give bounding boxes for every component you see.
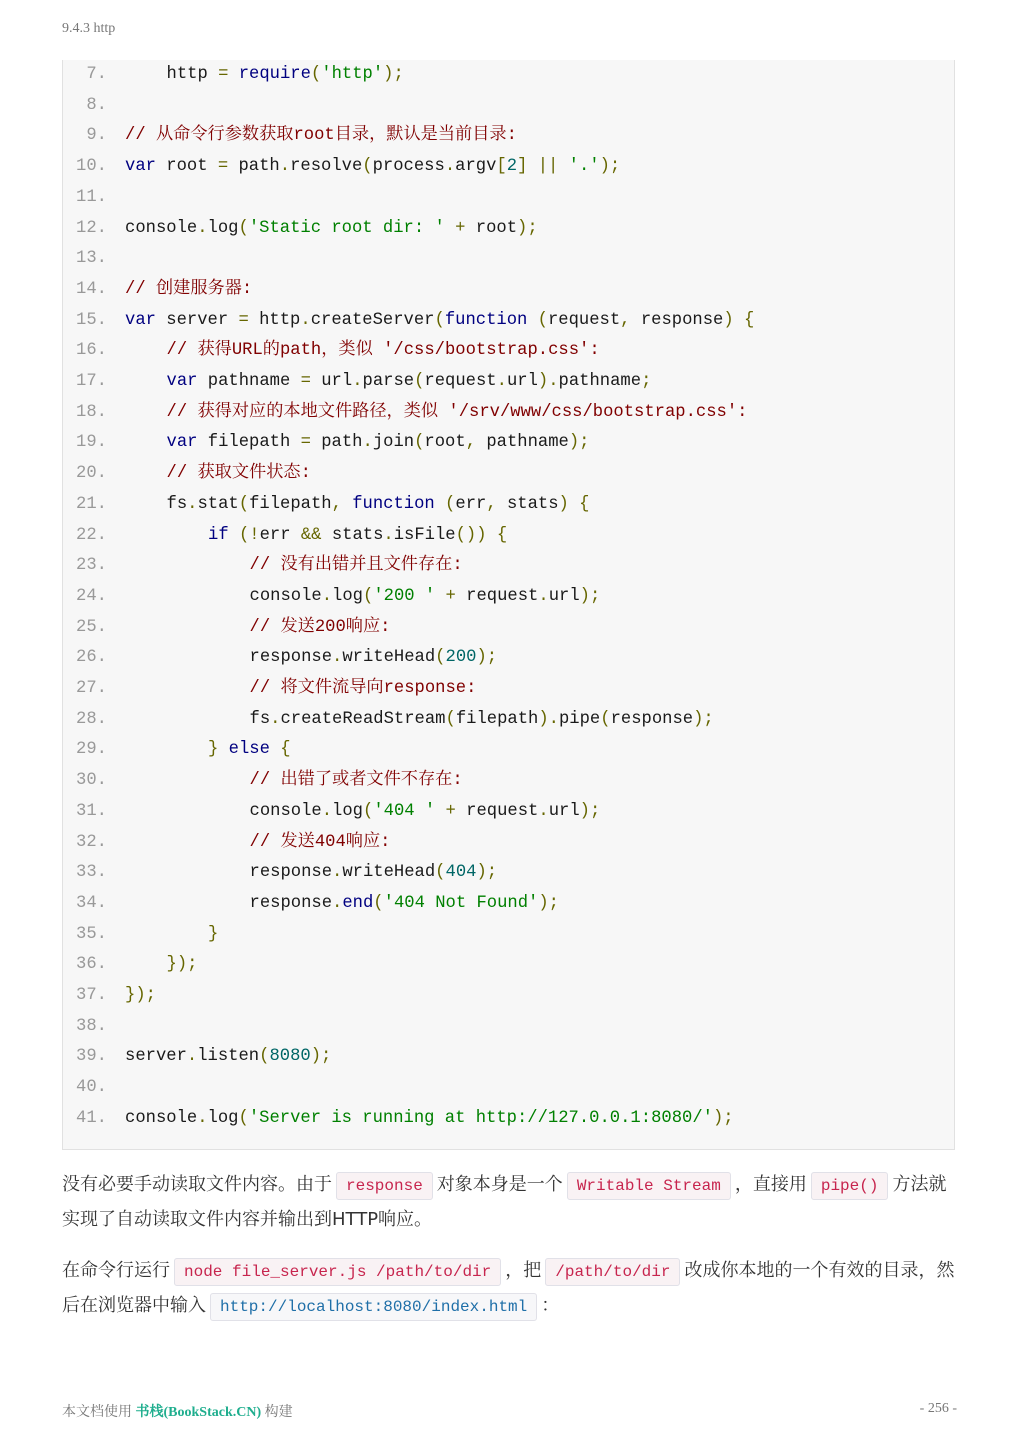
code-token: = [217,157,239,177]
code-text [167,950,198,980]
code-token: ( [434,310,445,330]
code-token: , [620,310,641,330]
code-token: // 创建服务器: [125,279,253,299]
code-line [63,121,954,151]
code-token: response [249,863,333,883]
code-text [250,858,498,888]
code-token: , [465,433,487,453]
code-line [63,797,954,827]
code-token: var [125,157,167,177]
line-number: 34. [76,893,107,913]
line-number: 7. [86,65,107,84]
code-line [63,428,954,458]
code-token: . [332,893,343,913]
code-token: writeHead [342,863,436,883]
code-token: ( [445,494,456,514]
line-number: 12. [76,218,107,238]
code-token: ()) { [455,525,508,545]
code-line [63,674,954,704]
line-number: 24. [76,586,107,606]
code-token: && [300,525,332,545]
code-token: ); [693,709,714,729]
code-token: . [279,157,291,177]
code-line [63,551,954,581]
code-token: (! [238,525,260,545]
code-token: function [352,494,446,514]
line-number: 39. [76,1047,107,1067]
code-token: = [218,65,239,84]
code-token: ] || [517,157,569,177]
code-token: console [249,801,322,821]
code-token: // 获得URL的path，类似 '/css/bootstrap.css': [166,341,600,361]
code-text [208,735,291,765]
code-token: }); [166,955,198,975]
code-token: stats [331,525,384,545]
code-token: ( [238,494,250,514]
code-text [167,428,590,458]
code-text [167,490,590,520]
code-line [63,613,954,643]
code-token: ( [238,1108,249,1128]
code-token: pathname [558,372,642,391]
code-token: ); [538,893,559,913]
line-number: 10. [76,157,107,177]
code-block [62,60,955,1150]
code-token: 'http' [321,65,384,84]
code-token: ( [238,218,249,238]
inline-code-response: response [336,1172,433,1200]
code-token: response [249,893,333,913]
code-token: // 获取文件状态: [166,464,311,484]
code-line [63,1012,954,1042]
code-token: isFile [393,525,456,545]
code-token: { [280,740,291,760]
para2-text-2: ，把 [505,1260,542,1281]
code-token: . [187,494,198,514]
code-token: request [466,586,539,606]
footer-suffix: 构建 [264,1405,293,1420]
code-text [125,1104,734,1134]
code-token: ); [568,433,590,453]
code-token: // 从命令行参数获取root目录，默认是当前目录: [125,126,517,146]
page-number: - 256 - [919,1401,957,1416]
code-token: ( [414,372,425,391]
code-token: response [610,709,694,729]
code-token: fs [166,494,188,514]
code-token: ). [538,709,559,729]
code-text [250,889,559,919]
code-token: ); [599,157,621,177]
code-token: var [125,310,167,330]
code-text [125,981,156,1011]
line-number: 37. [76,986,107,1005]
code-token: . [538,801,549,821]
code-token: err [455,494,487,514]
code-token: 'Static root dir: ' [248,218,445,238]
code-token: pipe [558,709,601,729]
line-number: 27. [76,679,107,698]
code-token: '200 ' [373,586,436,606]
code-token: . [332,863,343,883]
code-line [63,214,954,244]
code-token: ( [362,157,373,177]
code-token: log [207,1108,239,1128]
code-token: fs [249,709,271,729]
code-token: ); [517,218,538,238]
code-token: pathname [486,433,569,453]
code-line [63,950,954,980]
footer-credit [62,1401,293,1421]
code-token: root [424,433,466,453]
code-token: '404 ' [373,801,436,821]
code-token: . [197,218,208,238]
code-token: ). [537,372,559,391]
code-text [167,367,652,397]
line-number: 35. [76,924,107,944]
code-token: server [166,310,239,330]
paragraph-run-instructions [62,1254,957,1324]
code-token: stats [506,494,559,514]
code-token: ) { [558,494,590,514]
code-line [63,183,954,213]
line-number: 28. [76,709,107,729]
code-token: join [372,433,415,453]
code-token: 'Server is running at http://127.0.0.1:8080/' [248,1108,713,1128]
line-number: 14. [76,279,107,299]
code-token: , [331,494,353,514]
code-token: . [321,801,333,821]
code-token: ) { [723,310,755,330]
code-token: ( [537,310,548,330]
code-token: . [186,1047,198,1067]
code-token: filepath [455,709,539,729]
code-token: // 没有出错并且文件存在: [249,556,463,576]
code-token: . [362,433,373,453]
code-line [63,981,954,1011]
para2-text-1: 在命令行运行 [62,1260,170,1281]
code-text [250,582,601,612]
code-token: '404 Not Found' [383,893,539,913]
code-token: filepath [207,433,301,453]
code-text [167,459,311,489]
code-token: ( [435,863,446,883]
code-text [250,674,477,704]
code-token: ); [476,863,498,883]
code-line [63,766,954,796]
line-number: 16. [76,341,107,361]
code-token: argv [455,157,497,177]
code-token: = [238,310,260,330]
code-line [63,920,954,950]
code-token: ); [383,65,404,84]
code-token: , [486,494,507,514]
code-token: request [466,801,539,821]
para2-text-3: 改成你本地的一个有效的目录，然后在浏览器中输入 [62,1260,955,1316]
code-token: request [424,372,497,391]
code-token: writeHead [342,648,436,668]
code-token: request [547,310,621,330]
code-text [208,521,507,551]
code-line [63,1073,954,1103]
line-number: 19. [76,433,107,453]
code-token: stat [197,494,239,514]
code-token: url [506,372,538,391]
code-token: } [208,740,229,760]
code-token: require [238,65,311,84]
code-token: ( [445,709,456,729]
line-number: 13. [76,249,107,269]
code-line [63,275,954,305]
code-token: root [475,218,518,238]
code-token: function [444,310,538,330]
inline-code-localhost-url[interactable]: http://localhost:8080/index.html [210,1293,537,1321]
line-number: 33. [76,863,107,883]
code-token: http [166,65,219,84]
line-number: 9. [86,126,107,146]
code-token: ( [362,801,374,821]
code-token: var [166,372,208,391]
code-line [63,643,954,673]
code-line [63,459,954,489]
code-token: ); [579,801,601,821]
line-number: 25. [76,617,107,637]
code-token: // 将文件流导向response: [249,679,477,698]
line-number: 32. [76,832,107,852]
code-token: ); [476,648,498,668]
code-line [63,367,954,397]
code-line [63,91,954,121]
code-token: }); [125,986,156,1005]
code-token: 2 [506,157,518,177]
page-header: 9.4.3 http [62,21,116,36]
code-token: console [125,218,198,238]
line-number: 26. [76,648,107,668]
code-token: [ [496,157,507,177]
code-token: log [332,801,363,821]
line-number: 38. [76,1016,107,1036]
code-token: + [444,218,476,238]
code-token: parse [362,372,415,391]
code-token: 200 [445,648,477,668]
line-number: 23. [76,556,107,576]
code-line [63,152,954,182]
code-line [63,336,954,366]
code-token: var [166,433,208,453]
code-text [250,705,714,735]
code-token: . [538,586,549,606]
code-text [250,551,463,581]
code-text [125,275,252,305]
code-token: '.' [568,157,600,177]
code-line [63,705,954,735]
code-token: response [640,310,724,330]
line-number: 31. [76,801,107,821]
code-token: listen [197,1047,260,1067]
code-line [63,306,954,336]
code-token: response [249,648,333,668]
code-text [167,336,600,366]
code-text [250,797,601,827]
code-token: ); [712,1108,734,1128]
line-number: 18. [76,402,107,422]
line-number: 17. [76,372,107,391]
code-token: log [332,586,363,606]
code-token: // 发送404响应: [249,832,391,852]
code-line [63,398,954,428]
line-number: 22. [76,525,107,545]
para1-text-4: 方法就实现了自动读取文件内容并输出到HTTP响应。 [62,1174,947,1230]
code-token: if [208,525,239,545]
code-token: ( [373,893,384,913]
code-text [167,60,404,90]
code-line [63,60,954,90]
code-token: + [435,801,467,821]
code-line [63,1104,954,1134]
code-line [63,858,954,888]
code-token: else [228,740,281,760]
code-token: createServer [310,310,435,330]
code-token: // 获得对应的本地文件路径，类似 '/srv/www/css/bootstrap.css': [166,402,748,422]
paragraph-pipe-explanation [62,1168,957,1237]
code-token: end [342,893,374,913]
code-token: 8080 [269,1047,311,1067]
code-text [125,214,538,244]
inline-code-pipe: pipe() [811,1172,889,1200]
para1-text-2: 对象本身是一个 [436,1174,563,1195]
code-line [63,828,954,858]
code-line [63,889,954,919]
code-token: console [249,586,322,606]
code-token: . [300,310,311,330]
line-number: 20. [76,464,107,484]
code-token: ( [362,586,374,606]
line-number: 21. [76,494,107,514]
line-number: 30. [76,771,107,791]
code-text [125,152,620,182]
code-text [125,121,517,151]
inline-code-dir-path: /path/to/dir [545,1258,680,1286]
code-text [167,398,748,428]
code-token: filepath [249,494,332,514]
inline-code-writable-stream: Writable Stream [567,1172,731,1200]
code-token: process [372,157,445,177]
line-number: 8. [86,95,107,115]
code-token: + [435,586,467,606]
code-line [63,244,954,274]
code-token: ( [310,65,322,84]
code-token: // 出错了或者文件不存在: [249,771,463,791]
code-text [125,1042,331,1072]
code-token: url [548,801,580,821]
code-token: ( [414,433,425,453]
code-token: log [207,218,239,238]
code-token: } [208,924,219,944]
code-token: resolve [290,157,363,177]
code-token: path [321,433,363,453]
para1-text-3: ，直接用 [734,1174,807,1195]
code-token: ; [641,372,652,391]
code-token: ( [259,1047,270,1067]
code-token: . [321,586,333,606]
code-token: ( [600,709,611,729]
code-token: path [238,157,280,177]
code-token: err [259,525,301,545]
footer-brand-link[interactable]: 书栈(BookStack.CN) [135,1405,262,1420]
code-text [125,306,754,336]
code-token: = [300,433,322,453]
code-token: . [496,372,507,391]
code-token: . [352,372,363,391]
code-token: . [383,525,394,545]
code-line [63,490,954,520]
code-token: // 发送200响应: [249,617,391,637]
code-token: . [332,648,343,668]
code-token: url [548,586,580,606]
line-number: 41. [76,1108,107,1128]
code-line [63,582,954,612]
code-token: = [300,372,322,391]
code-token: url [321,372,353,391]
code-token: . [270,709,281,729]
inline-code-command: node file_server.js /path/to/dir [174,1258,501,1286]
code-token: . [197,1108,208,1128]
para1-text-1: 没有必要手动读取文件内容。由于 [62,1174,332,1195]
code-token: ); [579,586,601,606]
code-text [250,643,498,673]
code-token: . [444,157,456,177]
footer-prefix: 本文档使用 [62,1405,132,1420]
code-token: http [259,310,301,330]
code-token: ); [310,1047,332,1067]
code-text [208,920,218,950]
code-line [63,1042,954,1072]
code-token: pathname [207,372,301,391]
code-text [250,766,463,796]
code-text [250,613,391,643]
code-line [63,735,954,765]
code-token: console [125,1108,198,1128]
code-line [63,521,954,551]
code-token: server [125,1047,187,1067]
para2-text-4: ： [541,1295,560,1316]
code-text [250,828,391,858]
line-number: 11. [76,187,107,207]
code-token: createReadStream [280,709,446,729]
line-number: 15. [76,310,107,330]
code-token: root [166,157,218,177]
code-token: ( [435,648,446,668]
line-number: 40. [76,1078,107,1098]
code-token: 404 [445,863,477,883]
line-number: 36. [76,955,107,975]
line-number: 29. [76,740,107,760]
